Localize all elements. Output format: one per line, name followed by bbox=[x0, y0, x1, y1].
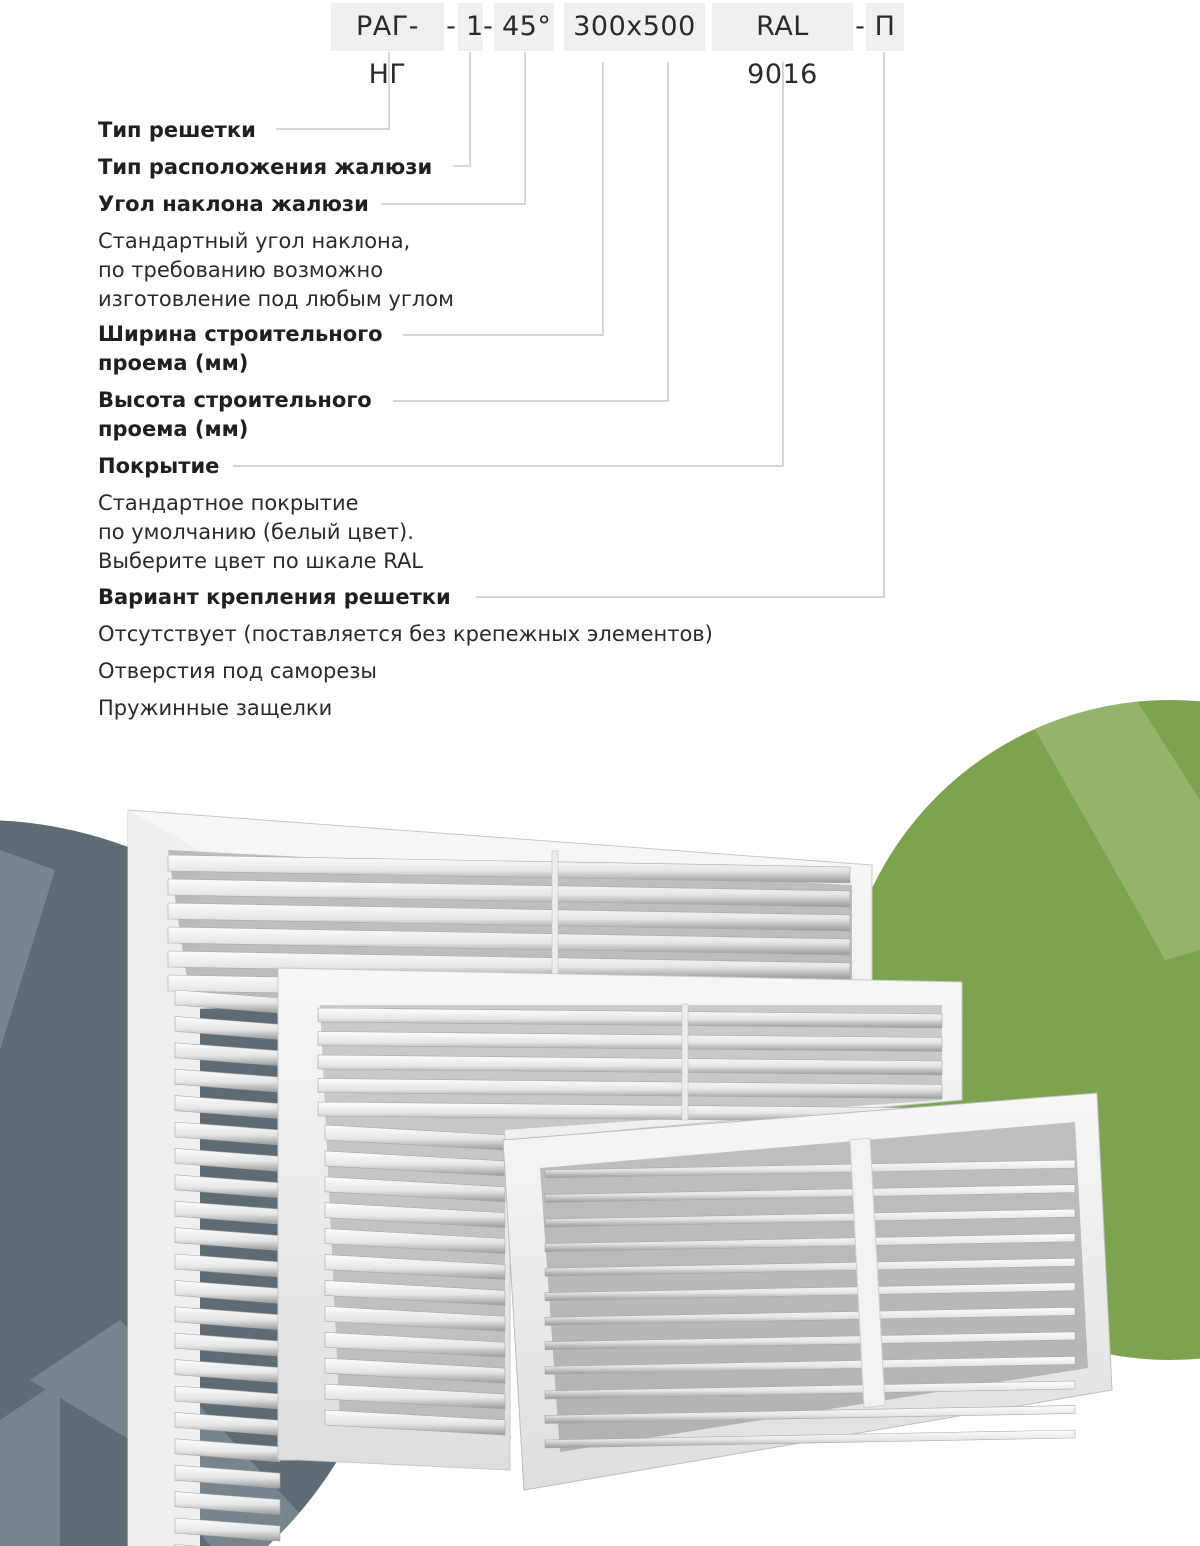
grille-type-label: Тип решетки bbox=[98, 118, 256, 142]
coating-label: Покрытие bbox=[98, 454, 220, 478]
coating-desc-line: Стандартное покрытие bbox=[98, 491, 359, 515]
angle-desc-line: Стандартный угол наклона, bbox=[98, 229, 411, 253]
chip-louver-angle: 45° bbox=[494, 3, 554, 51]
angle-desc-line: по требованию возможно bbox=[98, 258, 384, 282]
chip-separator: - bbox=[855, 11, 865, 42]
chip-grille-type: РАГ-НГ bbox=[331, 3, 444, 51]
width-label-line: проема (мм) bbox=[98, 351, 249, 375]
mount-screws-label: Отверстия под саморезы bbox=[98, 659, 377, 683]
louver-layout-label: Тип расположения жалюзи bbox=[98, 155, 433, 179]
coating-desc-line: по умолчанию (белый цвет). bbox=[98, 520, 414, 544]
height-label-line: проема (мм) bbox=[98, 417, 249, 441]
chip-mount: П bbox=[866, 3, 904, 51]
coating-desc-line: Выберите цвет по шкале RAL bbox=[98, 549, 424, 573]
chip-separator: - bbox=[483, 11, 493, 42]
louver-angle-label: Угол наклона жалюзи bbox=[98, 192, 369, 216]
chip-color: RAL 9016 bbox=[712, 3, 853, 51]
mount-springs-label: Пружинные защелки bbox=[98, 696, 333, 720]
mounting-label: Вариант крепления решетки bbox=[98, 585, 451, 609]
width-label-line: Ширина строительного bbox=[98, 322, 383, 346]
angle-desc-line: изготовление под любым углом bbox=[98, 287, 454, 311]
chip-separator: - bbox=[446, 11, 456, 42]
mount-none-label: Отсутствует (поставляется без крепежных элементов) bbox=[98, 622, 713, 646]
chip-size: 300x500 bbox=[564, 3, 705, 51]
chip-louver-layout: 1 bbox=[458, 3, 483, 51]
grille-small bbox=[503, 1093, 1112, 1490]
height-label-line: Высота строительного bbox=[98, 388, 372, 412]
